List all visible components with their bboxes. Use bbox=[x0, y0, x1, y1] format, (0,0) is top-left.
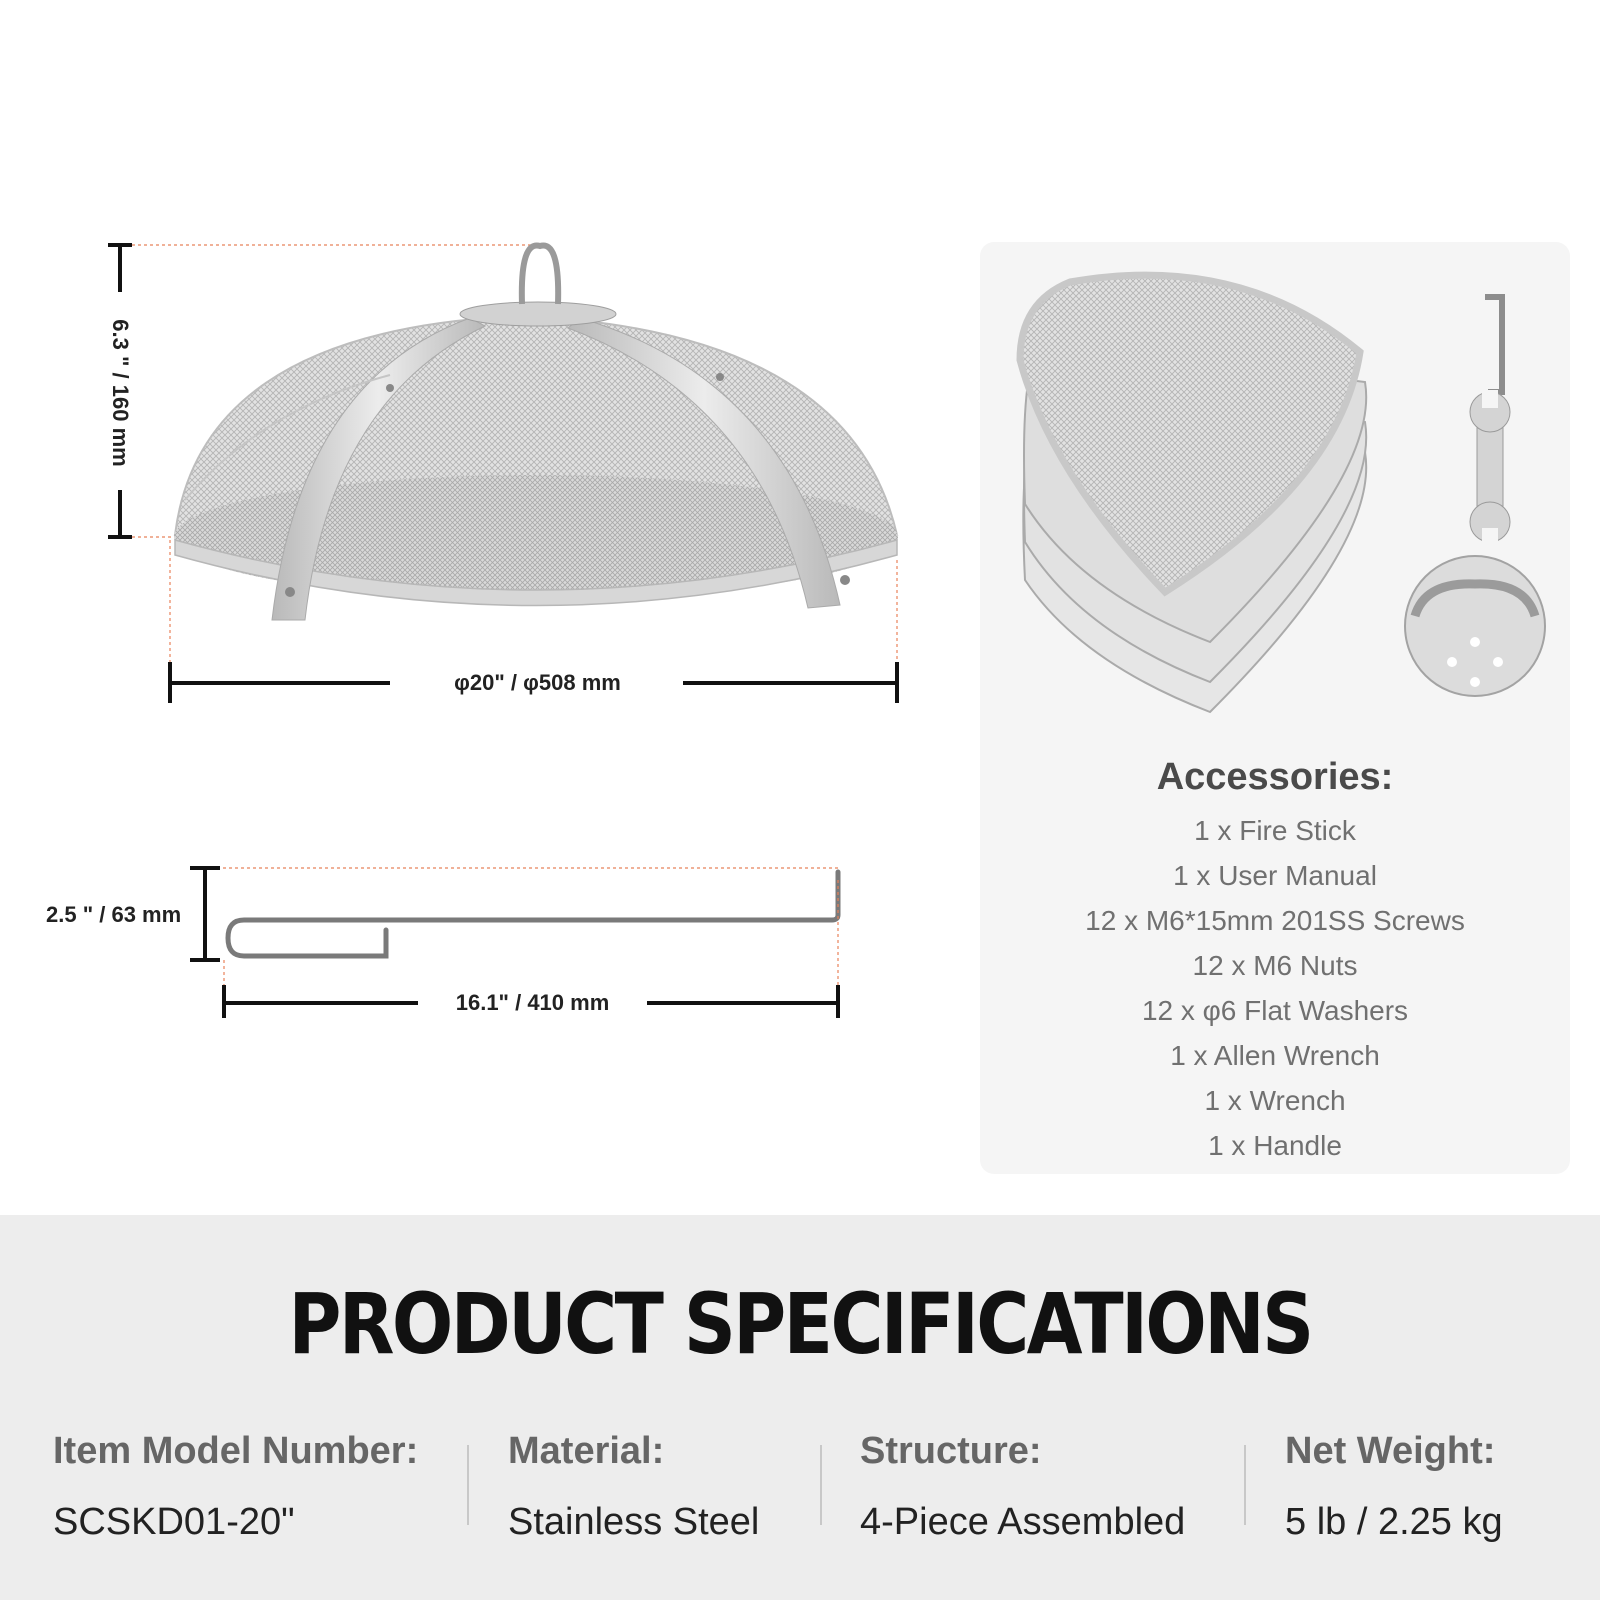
accessories-title: Accessories: bbox=[1156, 756, 1394, 798]
dome-screen bbox=[174, 245, 898, 620]
spec-divider bbox=[467, 1445, 469, 1525]
list-item: 1 x Wrench bbox=[1204, 1085, 1346, 1116]
spec-value: SCSKD01-20" bbox=[53, 1501, 295, 1543]
stick-height-dimension-line bbox=[190, 868, 220, 960]
spec-weight bbox=[1285, 1430, 1503, 1544]
spec-material bbox=[508, 1430, 759, 1544]
list-item: 12 x φ6 Flat Washers bbox=[1141, 995, 1409, 1026]
stick-height-label: 2.5 " / 63 mm bbox=[46, 902, 182, 927]
screen-panels-illustration bbox=[980, 242, 1570, 722]
spec-divider bbox=[1244, 1445, 1246, 1525]
list-item: 1 x User Manual bbox=[1173, 860, 1377, 891]
spec-divider bbox=[820, 1445, 822, 1525]
spec-value: 5 lb / 2.25 kg bbox=[1285, 1501, 1503, 1543]
spec-label: Material: bbox=[508, 1430, 665, 1472]
spec-label: Item Model Number: bbox=[53, 1430, 419, 1472]
allen-wrench-icon bbox=[1485, 297, 1502, 392]
wrench-icon bbox=[1470, 390, 1510, 546]
spec-structure bbox=[860, 1430, 1185, 1544]
accessories-list bbox=[980, 808, 1570, 1168]
list-item: 1 x Fire Stick bbox=[1194, 815, 1356, 846]
spec-value: 4-Piece Assembled bbox=[860, 1501, 1186, 1543]
list-item: 12 x M6 Nuts bbox=[1192, 950, 1358, 981]
handle-icon bbox=[1405, 556, 1545, 696]
list-item: 12 x M6*15mm 201SS Screws bbox=[1085, 905, 1465, 936]
specifications-section bbox=[0, 1215, 1600, 1600]
screen-height-label: 6.3 " / 160 mm bbox=[108, 319, 133, 467]
spec-value: Stainless Steel bbox=[508, 1501, 760, 1543]
screen-diameter-label: φ20" / φ508 mm bbox=[454, 670, 621, 695]
specifications-title: PRODUCT SPECIFICATIONS bbox=[288, 1275, 1312, 1373]
accessories-panel bbox=[980, 242, 1570, 1174]
list-item: 1 x Handle bbox=[1208, 1130, 1342, 1161]
list-item: 1 x Allen Wrench bbox=[1170, 1040, 1380, 1071]
spec-label: Structure: bbox=[860, 1430, 1042, 1472]
fire-stick-illustration bbox=[228, 872, 838, 956]
stick-length-label: 16.1" / 410 mm bbox=[455, 990, 610, 1015]
spec-label: Net Weight: bbox=[1285, 1430, 1496, 1472]
guide-lines-stick bbox=[205, 868, 838, 990]
spec-model bbox=[53, 1430, 418, 1544]
